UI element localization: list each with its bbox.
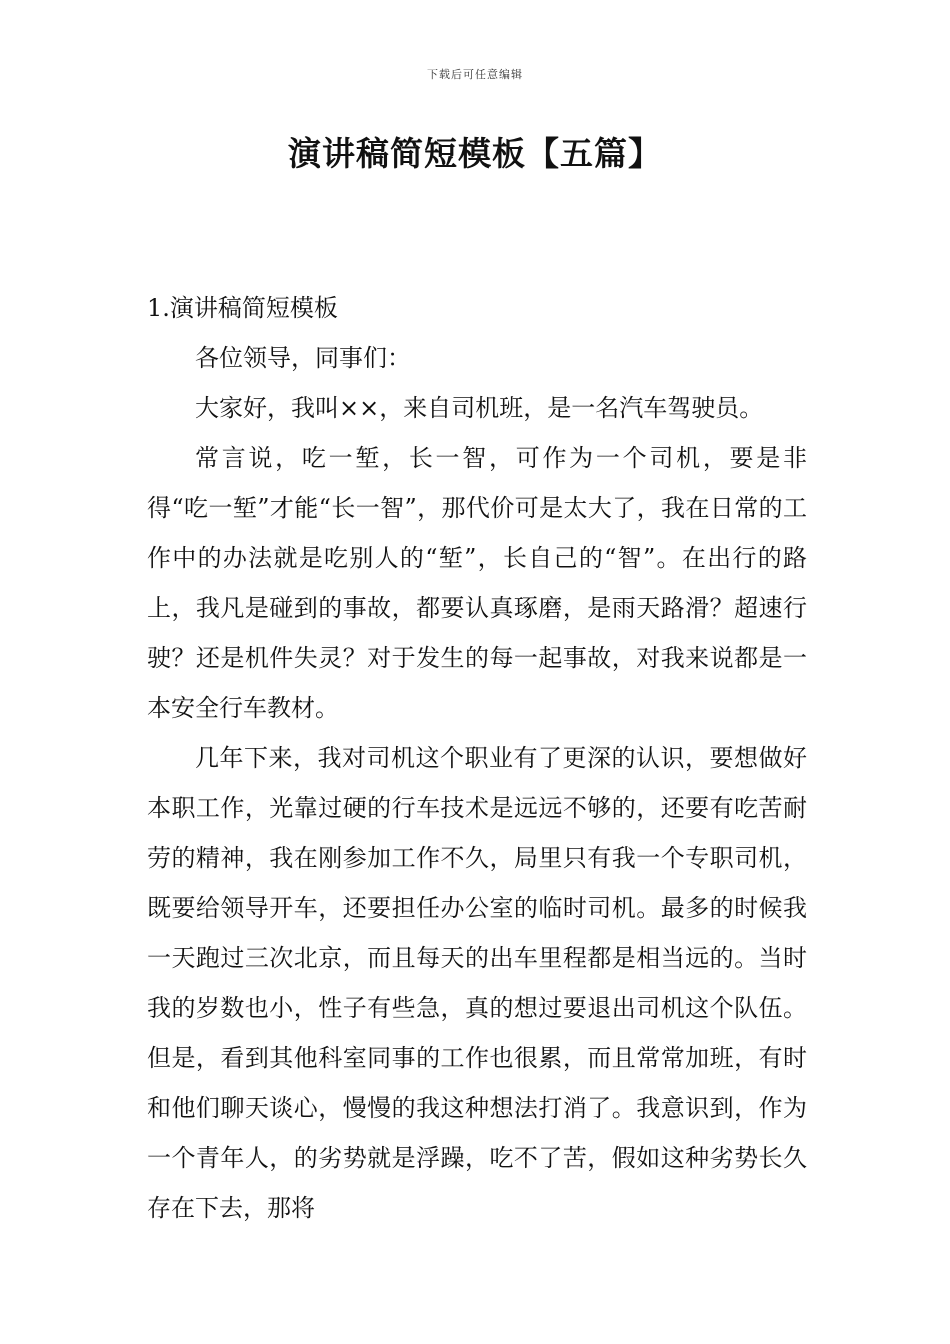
document-body	[147, 283, 807, 1233]
paragraph-introduction: 大家好，我叫××，来自司机班，是一名汽车驾驶员。	[195, 394, 764, 422]
document-title: 演讲稿简短模板【五篇】	[288, 134, 662, 173]
section-heading: 1.演讲稿简短模板	[147, 294, 338, 322]
paragraph-salutation: 各位领导，同事们：	[195, 344, 411, 372]
header-note: 下载后可任意编辑	[427, 68, 523, 81]
paragraph-body: 常言说，吃一堑，长一智，可作为一个司机，要是非得“吃一堑”才能“长一智”，那代价可是太大了，我在日常的工作中的办法就是吃别人的“堑”，长自己的“智”。在出行的路上，我凡是碰到的事故，都要认真琢磨，是雨天路滑？超速行驶？还是机件失灵？对于发生的每一起事故，对我来说都是一本安全行车教材。	[147, 444, 807, 722]
paragraph-body: 几年下来，我对司机这个职业有了更深的认识，要想做好本职工作，光靠过硬的行车技术是远远不够的，还要有吃苦耐劳的精神，我在刚参加工作不久，局里只有我一个专职司机，既要给领导开车，还要担任办公室的临时司机。最多的时候我一天跑过三次北京，而且每天的出车里程都是相当远的。当时我的岁数也小，性子有些急，真的想过要退出司机这个队伍。但是，看到其他科室同事的工作也很累，而且常常加班，有时和他们聊天谈心，慢慢的我这种想法打消了。我意识到，作为一个青年人，的劣势就是浮躁，吃不了苦，假如这种劣势长久存在下去，那将	[147, 744, 807, 1222]
